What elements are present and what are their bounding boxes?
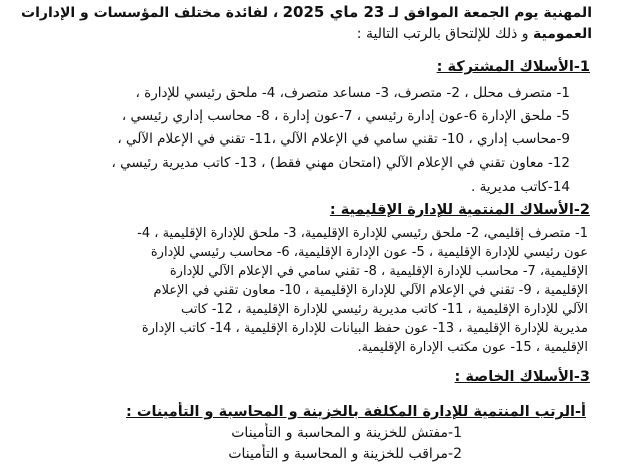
section-2-line: عون رئيسي للإدارة الإقليمية ، 5- عون الإدارة الإقليمية، 6- محاسب رئيسي للإدارة bbox=[150, 245, 588, 260]
section-1-heading: 1-الأسلاك المشتركة : bbox=[436, 59, 590, 75]
section-3-heading: 3-الأسلاك الخاصة : bbox=[454, 369, 590, 385]
section-1-line: 9-محاسب إداري ، 10- تقني سامي في الإعلام الآلي ،11- تقني في الإعلام الآلي ، bbox=[117, 131, 570, 147]
intro-line-1 bbox=[6, 2, 592, 23]
intro-date: 23 ماي 2025 bbox=[282, 3, 385, 21]
section-2-line: 1- متصرف إقليمي، 2- ملحق رئيسي للإدارة الإقليمية، 3- ملحق للإدارة الإقليمية ، 4- bbox=[137, 226, 588, 241]
section-1-line: 14-كاتب مديرية . bbox=[470, 179, 570, 195]
section-3-line: 1-مفتش للخزينة و المحاسبة و التأمينات bbox=[231, 425, 462, 441]
section-1-line: 5- ملحق الإدارة 6-عون إدارة رئيسي ، 7-عون إدارة ، 8- محاسب إداري رئيسي ، bbox=[121, 108, 570, 124]
section-2-line: الإقليمية ، 9- تقني في الإعلام الآلي للإدارة الإقليمية ، 10- معاون تقني في الإعلام bbox=[153, 283, 588, 298]
section-2-heading: 2-الأسلاك المنتمية للإدارة الإقليمية : bbox=[329, 202, 590, 218]
intro-line-2 bbox=[6, 24, 592, 44]
intro-line-1-part-a: المهنية يوم الجمعة الموافق لـ bbox=[388, 5, 592, 21]
section-1-line: 12- معاون تقني في الإعلام الآلي (امتحان مهني فقط) ، 13- كاتب مديرية رئيسي ، bbox=[111, 155, 570, 171]
intro-line-1-part-b: ، لفائدة مختلف المؤسسات و الإدارات bbox=[21, 5, 279, 21]
section-2-line: مديرية للإدارة الإقليمية ، 13- عون حفظ البيانات للإدارة الإقليمية ، 14- كاتب الإدارة bbox=[141, 321, 588, 336]
section-3-line: 2-مراقب للخزينة و المحاسبة و التأمينات bbox=[228, 446, 462, 462]
intro-line-2-part-b: و ذلك للإلتحاق بالرتب التالية : bbox=[356, 26, 529, 42]
section-3-subheading: أ-الرتب المنتمية للإدارة المكلفة بالخزينة و المحاسبة و التأمينات : bbox=[126, 404, 586, 420]
intro-line-2-part-a: العمومية bbox=[533, 26, 592, 42]
section-2-line: الآلي للإدارة الإقليمية ، 11- كاتب مديرية رئيسي للإدارة الإقليمية ، 12- كاتب bbox=[181, 302, 588, 317]
section-2-line: الإقليمية، 7- محاسب للإدارة الإقليمية ، 8- تقني سامي في الإعلام الآلي للإدارة bbox=[169, 264, 588, 279]
section-2-line: الإقليمية ، 15- عون مكتب الإدارة الإقليمية. bbox=[357, 340, 588, 355]
section-1-line: 1- متصرف محلل ، 2- متصرف، 3- مساعد متصرف، 4- ملحق رئيسي للإدارة ، bbox=[135, 85, 570, 101]
